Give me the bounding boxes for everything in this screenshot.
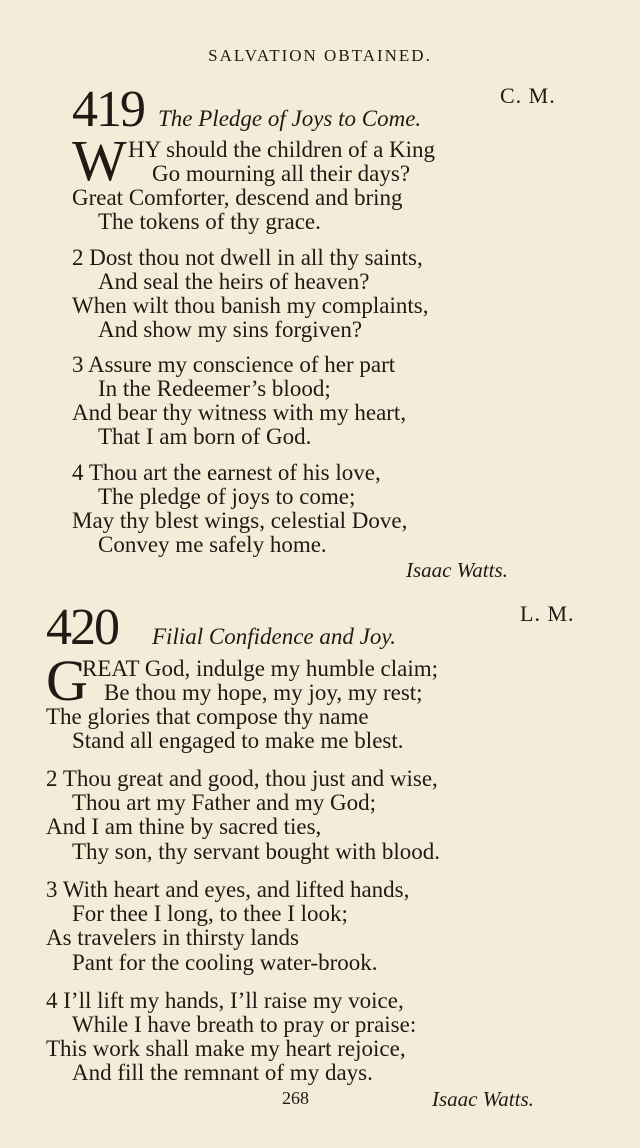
verse-line: Be thou my hope, my joy, my rest; [104, 680, 423, 705]
verse-line: 2 Dost thou not dwell in all thy saints, [72, 245, 423, 270]
verse-line: And fill the remnant of my days. [72, 1060, 373, 1085]
hymn-author: Isaac Watts. [406, 558, 508, 582]
verse-line: And bear thy witness with my heart, [72, 400, 407, 425]
verse-line: The tokens of thy grace. [98, 209, 321, 234]
hymn-meter: C. M. [500, 83, 556, 108]
verse-line: Thou art my Father and my God; [72, 790, 377, 815]
verse-line: The pledge of joys to come; [98, 484, 356, 509]
hymn-meter: L. M. [520, 601, 575, 626]
verse-line: Go mourning all their days? [152, 161, 411, 186]
verse-line: That I am born of God. [98, 424, 312, 449]
verse-line: This work shall make my heart rejoice, [46, 1036, 406, 1061]
hymn-author: Isaac Watts. [432, 1087, 534, 1111]
verse-line: 3 Assure my conscience of her part [72, 352, 396, 377]
page-number: 268 [282, 1088, 309, 1108]
verse-line: May thy blest wings, celestial Dove, [72, 508, 408, 533]
verse-line: In the Redeemer’s blood; [98, 376, 331, 401]
hymn-title: Filial Confidence and Joy. [152, 624, 397, 649]
verse-line: 3 With heart and eyes, and lifted hands, [46, 877, 410, 902]
drop-cap: W [72, 128, 127, 193]
verse-line: 2 Thou great and good, thou just and wise, [46, 766, 438, 791]
verse-line: As travelers in thirsty lands [46, 925, 299, 950]
verse-line: 4 Thou art the earnest of his love, [72, 460, 381, 485]
running-header: SALVATION OBTAINED. [208, 46, 432, 65]
hymn-number: 420 [46, 599, 118, 656]
verse-line: Pant for the cooling water-brook. [72, 950, 378, 975]
verse-line: For thee I long, to thee I look; [72, 901, 348, 926]
verse-line: And show my sins forgiven? [98, 317, 363, 342]
verse-line: Great Comforter, descend and bring [72, 185, 403, 210]
hymn-number: 419 [72, 81, 144, 138]
verse-line: While I have breath to pray or praise: [72, 1012, 417, 1037]
drop-cap: G [46, 648, 88, 713]
hymn-title: The Pledge of Joys to Come. [158, 106, 422, 131]
verse-line: HY should the children of a King [128, 137, 436, 162]
verse-line: 4 I’ll lift my hands, I’ll raise my voice, [46, 988, 404, 1013]
verse-line: And I am thine by sacred ties, [46, 814, 322, 839]
verse-line: And seal the heirs of heaven? [98, 269, 370, 294]
verse-line: The glories that compose thy name [46, 704, 369, 729]
verse-line: Stand all engaged to make me blest. [72, 728, 404, 753]
verse-line: Convey me safely home. [98, 532, 327, 557]
verse-line: When wilt thou banish my complaints, [72, 293, 429, 318]
verse-line: Thy son, thy servant bought with blood. [72, 839, 440, 864]
verse-line: REAT God, indulge my humble claim; [82, 656, 439, 681]
